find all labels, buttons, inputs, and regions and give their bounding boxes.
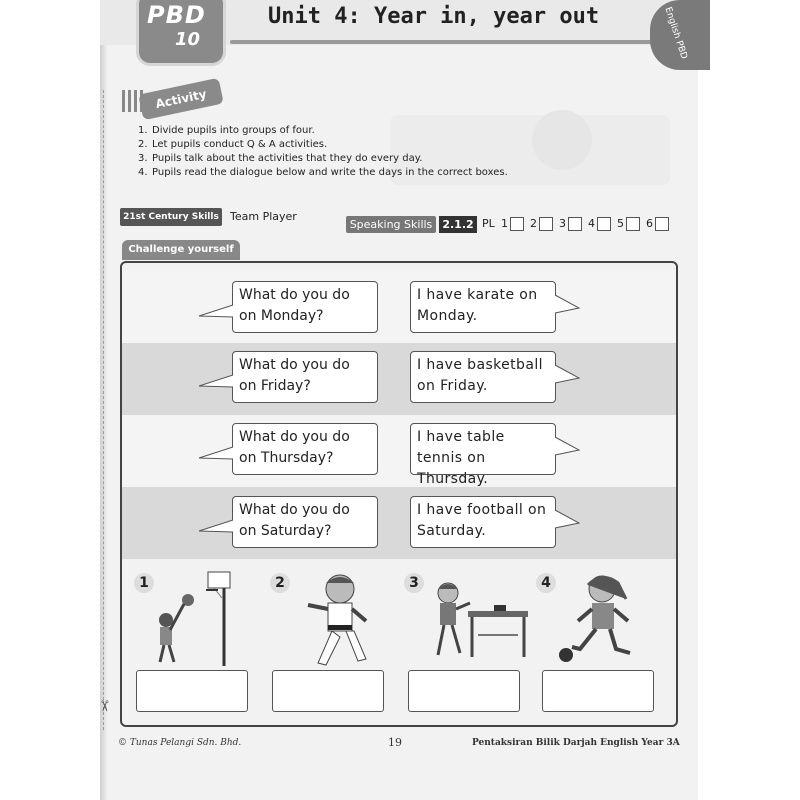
unit-title: Unit 4: Year in, year out bbox=[268, 4, 600, 29]
activity-label: Activity bbox=[138, 78, 224, 120]
cut-line bbox=[103, 90, 104, 730]
pl-level-number: 5 bbox=[617, 217, 624, 230]
dialogue-row bbox=[122, 415, 676, 487]
scissors-icon: ✂ bbox=[95, 699, 114, 713]
footer-book-title: Pentaksiran Bilik Darjah English Year 3A bbox=[472, 738, 680, 748]
activity-heading bbox=[122, 86, 214, 116]
question-bubble: What do you do on Saturday? bbox=[232, 496, 378, 548]
pl-level-checkbox[interactable] bbox=[568, 217, 582, 231]
header-underline bbox=[230, 40, 698, 44]
activity-step: 3. Pupils talk about the activities that they do every day. bbox=[138, 153, 423, 164]
corner-tab bbox=[650, 0, 710, 70]
dialogue-row bbox=[122, 487, 676, 559]
challenge-tab: Challenge yourself bbox=[122, 240, 240, 260]
bubble-tail-icon bbox=[199, 304, 233, 318]
picture-label: 3 bbox=[404, 573, 424, 593]
pl-label: PL bbox=[482, 217, 495, 230]
answer-bubble: I have karate on Monday. bbox=[410, 281, 556, 333]
answer-box[interactable] bbox=[408, 670, 520, 712]
bubble-tail-icon bbox=[199, 519, 233, 533]
footer-copyright: © Tunas Pelangi Sdn. Bhd. bbox=[118, 738, 242, 748]
pl-level-checkbox[interactable] bbox=[655, 217, 669, 231]
football-icon bbox=[552, 569, 662, 669]
challenge-frame bbox=[120, 261, 678, 727]
activity-step: 2. Let pupils conduct Q & A activities. bbox=[138, 139, 328, 150]
activity-steps bbox=[138, 124, 508, 180]
badge-number: 10 bbox=[175, 29, 201, 50]
picture-label: 4 bbox=[536, 573, 556, 593]
corner-tab-label: English PBD bbox=[662, 6, 689, 61]
pl-level-number: 6 bbox=[646, 217, 653, 230]
answer-box[interactable] bbox=[136, 670, 248, 712]
answer-box[interactable] bbox=[542, 670, 654, 712]
dialogue-row bbox=[122, 271, 676, 343]
question-bubble: What do you do on Friday? bbox=[232, 351, 378, 403]
century-skills-tag: 21st Century Skills bbox=[120, 208, 222, 226]
answer-box[interactable] bbox=[272, 670, 384, 712]
pl-level-checkbox[interactable] bbox=[539, 217, 553, 231]
question-bubble: What do you do on Thursday? bbox=[232, 423, 378, 475]
pl-level-checkbox[interactable] bbox=[510, 217, 524, 231]
pl-level-checkbox[interactable] bbox=[626, 217, 640, 231]
activity-step: 1. Divide pupils into groups of four. bbox=[138, 125, 315, 136]
bubble-tail-icon bbox=[555, 509, 579, 529]
pl-level-number: 4 bbox=[588, 217, 595, 230]
picture-label: 1 bbox=[134, 573, 154, 593]
answer-bubble: I have basketball on Friday. bbox=[410, 351, 556, 403]
speaking-skills-code: 2.1.2 bbox=[439, 216, 477, 233]
page-binding-shadow bbox=[100, 0, 108, 800]
answer-bubble: I have table tennis on Thursday. bbox=[410, 423, 556, 475]
picture-label: 2 bbox=[270, 573, 290, 593]
faint-face-illustration bbox=[532, 110, 592, 170]
badge-title: PBD bbox=[147, 1, 206, 29]
worksheet-page bbox=[95, 0, 698, 800]
footer-page-number: 19 bbox=[388, 736, 402, 749]
speaking-skills-tag: Speaking Skills bbox=[346, 216, 436, 233]
bubble-tail-icon bbox=[555, 294, 579, 314]
bubble-tail-icon bbox=[199, 374, 233, 388]
bubble-tail-icon bbox=[199, 446, 233, 460]
basketball-icon bbox=[152, 568, 262, 668]
question-bubble: What do you do on Monday? bbox=[232, 281, 378, 333]
table-tennis-icon bbox=[418, 575, 538, 671]
dialogue-row bbox=[122, 343, 676, 415]
pl-level-number: 1 bbox=[501, 217, 508, 230]
activity-step: 4. Pupils read the dialogue below and write the days in the correct boxes. bbox=[138, 167, 508, 178]
century-skills-value: Team Player bbox=[230, 210, 297, 223]
pl-level-checkbox[interactable] bbox=[597, 217, 611, 231]
karate-icon bbox=[292, 571, 402, 671]
pl-level-number: 3 bbox=[559, 217, 566, 230]
bubble-tail-icon bbox=[555, 436, 579, 456]
pl-level-number: 2 bbox=[530, 217, 537, 230]
bubble-tail-icon bbox=[555, 364, 579, 384]
pbd-badge bbox=[136, 0, 226, 66]
answer-bubble: I have football on Saturday. bbox=[410, 496, 556, 548]
